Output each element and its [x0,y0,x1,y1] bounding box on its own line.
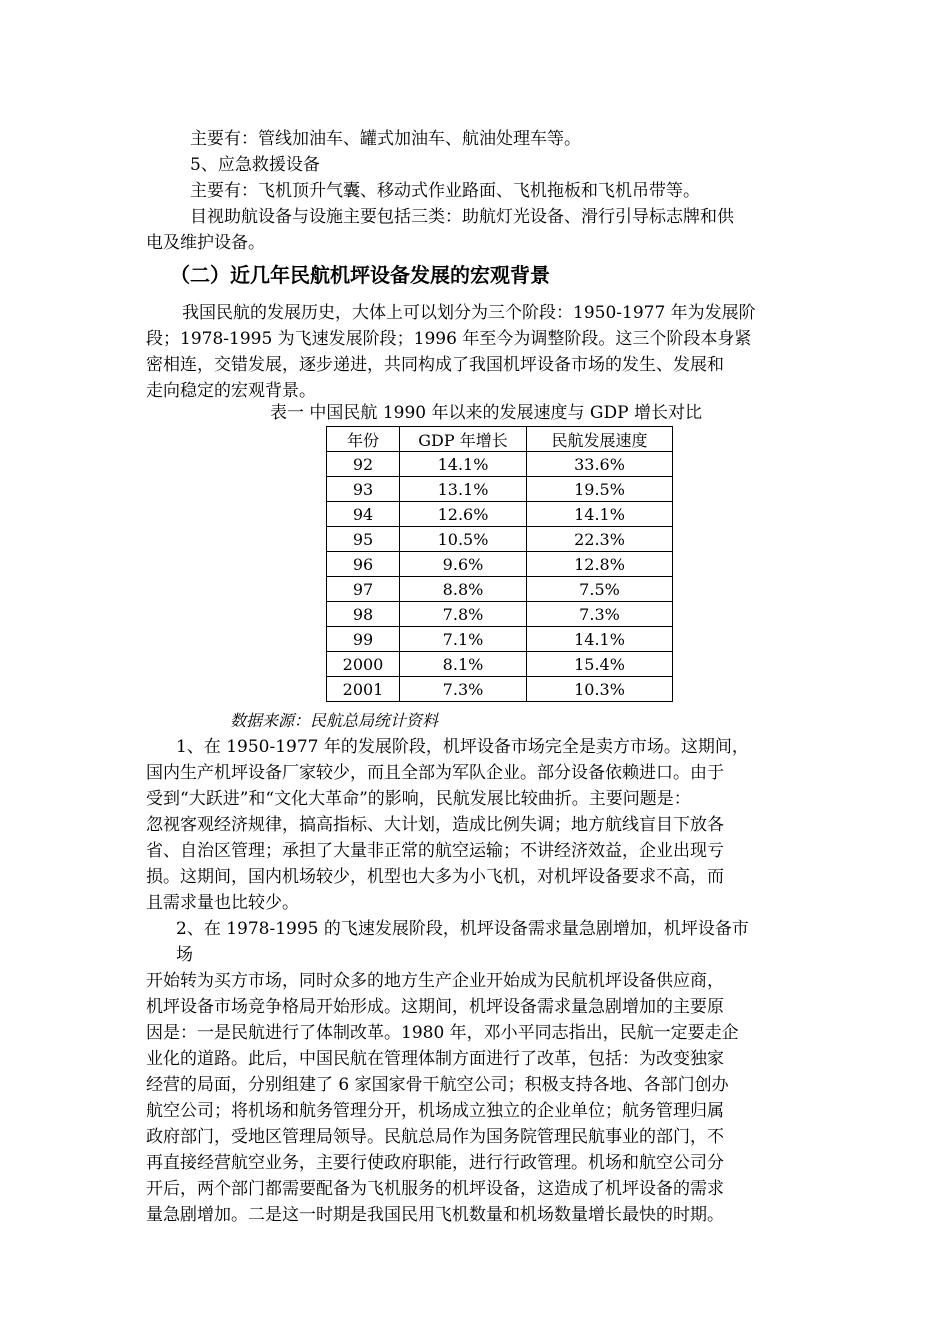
table-cell: 13.1% [400,477,527,502]
text-line: 损。这期间，国内机场较少，机型也大多为小飞机，对机坪设备要求不高，而 [146,867,724,887]
table-cell: 7.3% [400,677,527,702]
table-cell: 98 [327,602,400,627]
text-line: 国内生产机坪设备厂家较少，而且全部为军队企业。部分设备依赖进口。由于 [146,763,724,783]
table-cell: 7.5% [527,577,673,602]
table-row [327,627,673,652]
table-cell: 14.1% [527,627,673,652]
table-row [327,577,673,602]
text-line: 电及维护设备。 [146,233,265,253]
text-line: 段；1978-1995 为飞速发展阶段；1996 年至今为调整阶段。这三个阶段本身紧 [146,329,752,349]
table-cell: 7.3% [527,602,673,627]
table-cell: 7.8% [400,602,527,627]
table-cell: 9.6% [400,552,527,577]
table-header-cell: GDP 年增长 [400,427,527,452]
table-cell: 95 [327,527,400,552]
table-cell: 8.8% [400,577,527,602]
text-line: 我国民航的发展历史，大体上可以划分为三个阶段：1950-1977 年为发展阶 [182,303,756,323]
table-row [327,452,673,477]
text-line: 2、在 1978-1995 的飞速发展阶段，机坪设备需求量急剧增加，机坪设备市 [176,919,749,939]
table-header-cell: 民航发展速度 [527,427,673,452]
text-line: 量急剧增加。二是这一时期是我国民用飞机数量和机场数量增长最快的时期。 [146,1205,724,1225]
table-row [327,652,673,677]
text-line: 因是：一是民航进行了体制改革。1980 年，邓小平同志指出，民航一定要走企 [146,1023,739,1043]
table-cell: 22.3% [527,527,673,552]
text-line: 密相连，交错发展，逐步递进，共同构成了我国机坪设备市场的发生、发展和 [146,355,724,375]
table-cell: 2001 [327,677,400,702]
text-line: 业化的道路。此后，中国民航在管理体制方面进行了改革，包括：为改变独家 [146,1049,724,1069]
table-row [327,602,673,627]
table-header-row [327,427,673,452]
text-line: 忽视客观经济规律，搞高指标、大计划，造成比例失调；地方航线盲目下放各 [146,815,724,835]
table-cell: 96 [327,552,400,577]
table-source-note: 数据来源：民航总局统计资料 [230,711,439,730]
text-line: 主要有：管线加油车、罐式加油车、航油处理车等。 [190,129,581,149]
table-cell: 97 [327,577,400,602]
table-cell: 33.6% [527,452,673,477]
table-row [327,552,673,577]
table-cell: 2000 [327,652,400,677]
table-cell: 8.1% [400,652,527,677]
text-line: 经营的局面，分别组建了 6 家国家骨干航空公司；积极支持各地、各部门创办 [146,1075,729,1095]
table-cell: 14.1% [400,452,527,477]
table-cell: 94 [327,502,400,527]
text-line: 目视助航设备与设施主要包括三类：助航灯光设备、滑行引导标志牌和供 [190,207,734,227]
text-line: 航空公司；将机场和航务管理分开，机场成立独立的企业单位；航务管理归属 [146,1101,724,1121]
table-caption: 表一 中国民航 1990 年以来的发展速度与 GDP 增长对比 [270,403,702,423]
text-line: 1、在 1950-1977 年的发展阶段，机坪设备市场完全是卖方市场。这期间， [176,737,749,757]
table-row [327,527,673,552]
text-line: 开始转为买方市场，同时众多的地方生产企业开始成为民航机坪设备供应商， [146,971,724,991]
data-table [326,426,673,702]
table-row [327,677,673,702]
table-cell: 12.6% [400,502,527,527]
table-cell: 12.8% [527,552,673,577]
table-cell: 99 [327,627,400,652]
text-line: 机坪设备市场竞争格局开始形成。这期间，机坪设备需求量急剧增加的主要原 [146,997,724,1017]
text-line: 受到“大跃进”和“文化大革命”的影响，民航发展比较曲折。主要问题是： [146,789,691,809]
table-row [327,477,673,502]
table-cell: 7.1% [400,627,527,652]
table-cell: 93 [327,477,400,502]
table-cell: 19.5% [527,477,673,502]
text-line: 5、应急救援设备 [190,155,320,175]
table-cell: 92 [327,452,400,477]
text-line: 主要有：飞机顶升气囊、移动式作业路面、飞机拖板和飞机吊带等。 [190,181,700,201]
text-line: 政府部门，受地区管理局领导。民航总局作为国务院管理民航事业的部门，不 [146,1127,724,1147]
table-cell: 14.1% [527,502,673,527]
text-line: 且需求量也比较少。 [146,893,299,913]
table-cell: 10.5% [400,527,527,552]
section-heading: （二）近几年民航机坪设备发展的宏观背景 [170,263,550,287]
table-header-cell: 年份 [327,427,400,452]
text-line: 省、自治区管理；承担了大量非正常的航空运输；不讲经济效益，企业出现亏 [146,841,724,861]
text-line: 场 [176,945,193,965]
table-cell: 15.4% [527,652,673,677]
text-line: 开后，两个部门都需要配备为飞机服务的机坪设备，这造成了机坪设备的需求 [146,1179,724,1199]
table-row [327,502,673,527]
text-line: 走向稳定的宏观背景。 [146,381,316,401]
text-line: 再直接经营航空业务，主要行使政府职能，进行行政管理。机场和航空公司分 [146,1153,724,1173]
table-cell: 10.3% [527,677,673,702]
